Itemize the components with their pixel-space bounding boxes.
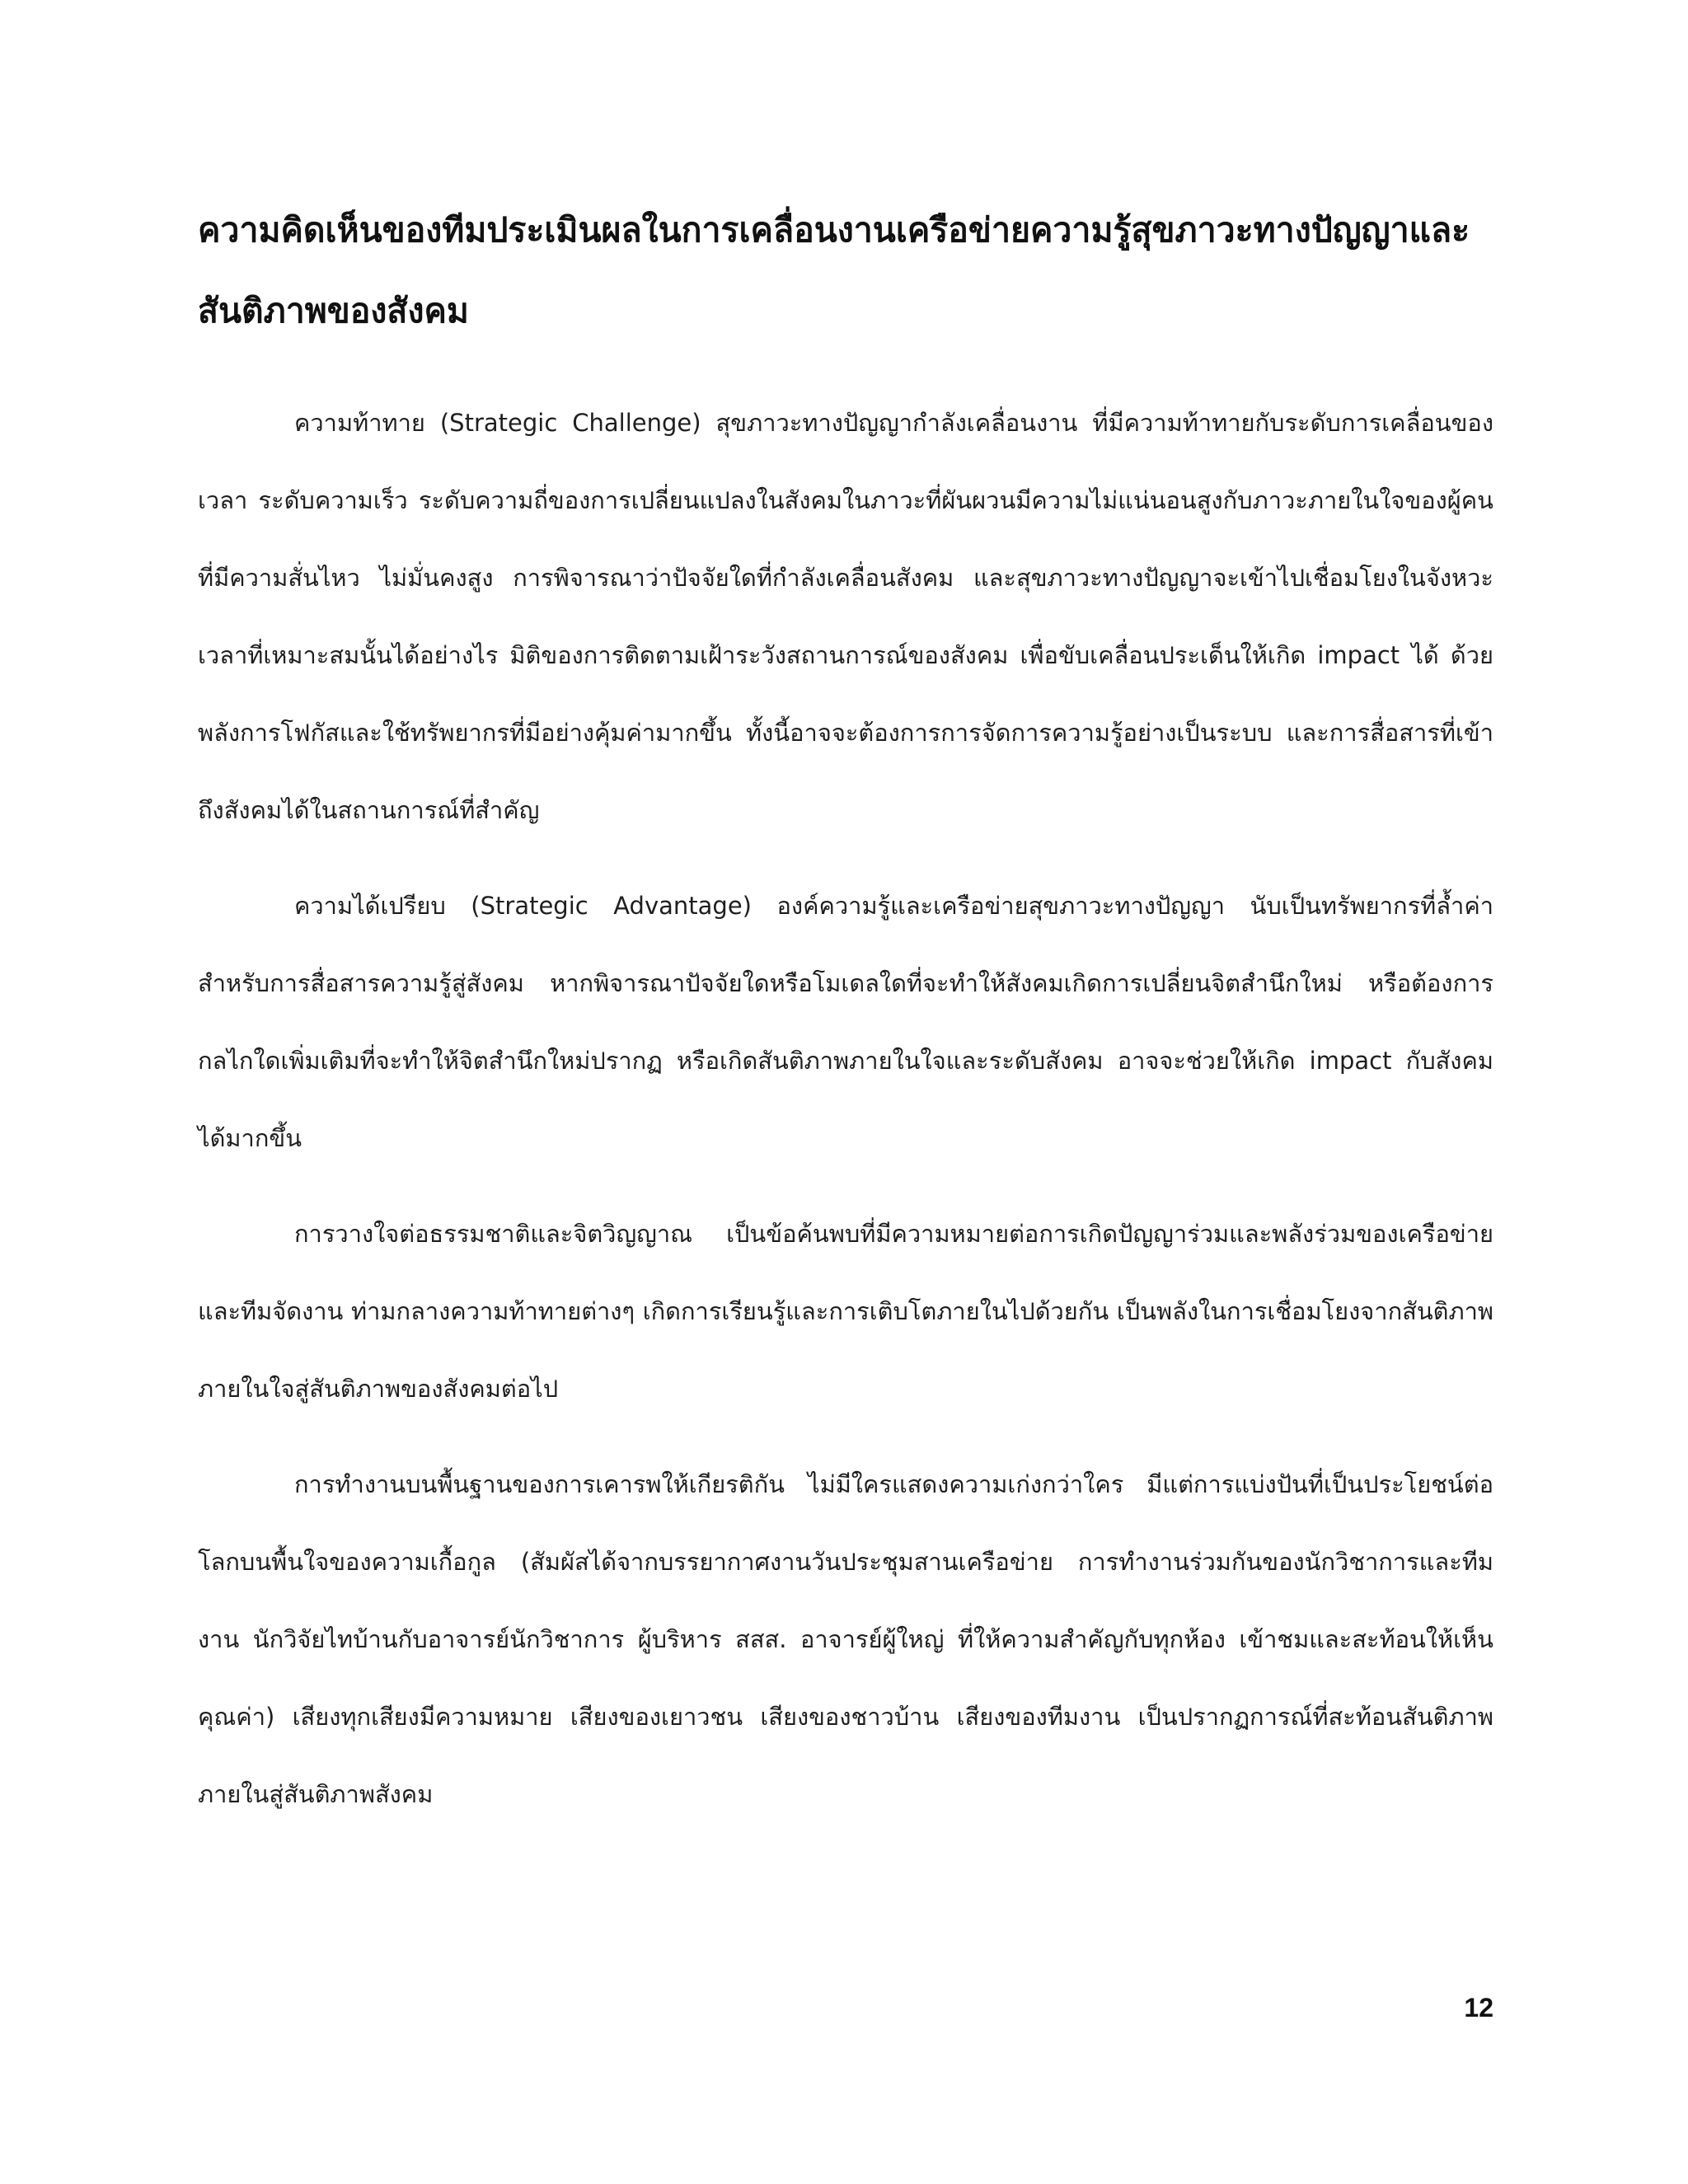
paragraph-trust-in-nature: การวางใจต่อธรรมชาติและจิตวิญญาณ เป็นข้อค้นพบที่มีความหมายต่อการเกิดปัญญาร่วมและพลังร่วมของเครือข่ายและทีมจัดงาน ท่ามกลางความท้าทายต่างๆ เกิดการเรียนรู้และการเติบโตภายในไปด้วยกัน เป็นพลังในการเชื่อมโยงจากสันติภาพภายในใจสู่สันติภาพของสังคมต่อไป xyxy=(198,1220,1493,1403)
paragraph-mutual-respect: การทำงานบนพื้นฐานของการเคารพให้เกียรติกัน ไม่มีใครแสดงความเก่งกว่าใคร มีแต่การแบ่งปันที่เป็นประโยชน์ต่อโลกบนพื้นใจของความเกื้อกูล (สัมผัสได้จากบรรยากาศงานวันประชุมสานเครือข่าย การทำงานร่วมกันของนักวิชาการและทีมงาน นักวิจัยไทบ้านกับอาจารย์นักวิชาการ ผู้บริหาร สสส. อาจารย์ผู้ใหญ่ ที่ให้ความสำคัญกับทุกห้อง เข้าชมและสะท้อนให้เห็นคุณค่า) เสียงทุกเสียงมีความหมาย เสียงของเยาวชน เสียงของชาวบ้าน เสียงของทีมงาน เป็นปรากฏการณ์ที่สะท้อนสันติภาพภายในสู่สันติภาพสังคม xyxy=(198,1470,1493,1808)
page-content xyxy=(198,190,1493,1851)
page-title: ความคิดเห็นของทีมประเมินผลในการเคลื่อนงานเครือข่ายความรู้สุขภาวะทางปัญญาและสันติภาพของสังคม xyxy=(198,210,1470,330)
page-number: 12 xyxy=(1464,1993,1493,2022)
paragraph-strategic-challenge: ความท้าทาย (Strategic Challenge) สุขภาวะทางปัญญากำลังเคลื่อนงาน ที่มีความท้าทายกับระดับการเคลื่อนของเวลา ระดับความเร็ว ระดับความถี่ของการเปลี่ยนแปลงในสังคมในภาวะที่ผันผวนมีความไม่แน่นอนสูงกับภาวะภายในใจของผู้คนที่มีความสั่นไหว ไม่มั่นคงสูง การพิจารณาว่าปัจจัยใดที่กำลังเคลื่อนสังคม และสุขภาวะทางปัญญาจะเข้าไปเชื่อมโยงในจังหวะเวลาที่เหมาะสมนั้นได้อย่างไร มิติของการติดตามเฝ้าระวังสถานการณ์ของสังคม เพื่อขับเคลื่อนประเด็นให้เกิด impact ได้ ด้วยพลังการโฟกัสและใช้ทรัพยากรที่มีอย่างคุ้มค่ามากขึ้น ทั้งนี้อาจจะต้องการการจัดการความรู้อย่างเป็นระบบ และการสื่อสารที่เข้าถึงสังคมได้ในสถานการณ์ที่สำคัญ xyxy=(198,409,1493,824)
paragraph-strategic-advantage: ความได้เปรียบ (Strategic Advantage) องค์ความรู้และเครือข่ายสุขภาวะทางปัญญา นับเป็นทรัพยากรที่ล้ำค่า สำหรับการสื่อสารความรู้สู่สังคม หากพิจารณาปัจจัยใดหรือโมเดลใดที่จะทำให้สังคมเกิดการเปลี่ยนจิตสำนึกใหม่ หรือต้องการกลไกใดเพิ่มเติมที่จะทำให้จิตสำนึกใหม่ปรากฏ หรือเกิดสันติภาพภายในใจและระดับสังคม อาจจะช่วยให้เกิด impact กับสังคมได้มากขึ้น xyxy=(198,892,1493,1152)
